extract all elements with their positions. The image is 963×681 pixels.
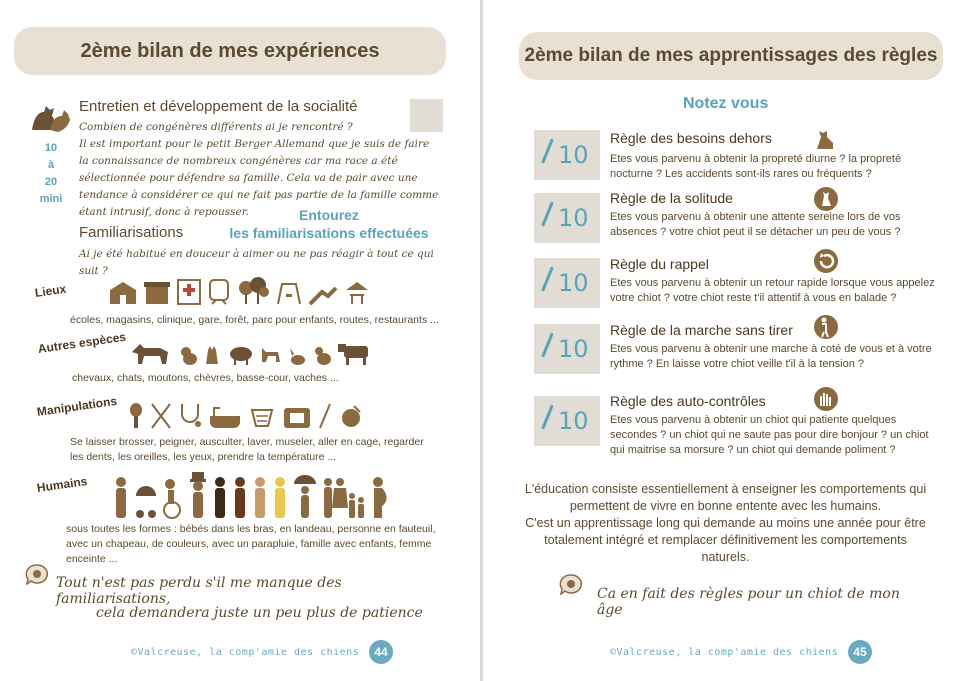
cow-icon[interactable] xyxy=(338,340,372,366)
shop-icon[interactable] xyxy=(144,278,170,306)
right-page xyxy=(483,0,963,681)
person-baby-icon[interactable] xyxy=(112,476,130,520)
sheep-icon[interactable] xyxy=(228,344,254,366)
score-box-solitude[interactable]: 10 xyxy=(534,193,600,243)
muzzle-icon[interactable] xyxy=(248,406,276,430)
person-tan-icon[interactable] xyxy=(252,476,268,520)
left-quote-line2: cela demandera juste un peu plus de patience xyxy=(96,605,423,621)
rule-desc-solitude: Etes vous parvenu à obtenir une attente sereine lors de vos absences ? votre chiot peut il se détacher un peu de vous ? xyxy=(610,211,901,238)
right-footer: ©Valcreuse, la comp'amie des chiens xyxy=(610,647,839,658)
rule-desc-besoins: Etes vous parvenu à obtenir la propreté diurne ? la propreté nocturne ? Les accidents sont-ils rares ou fréquents ? xyxy=(610,153,902,180)
rule-title-rappel: Règle du rappel xyxy=(610,256,709,272)
rule-title-auto-controles: Règle des auto-contrôles xyxy=(610,393,766,409)
rule-desc-auto-controles: Etes vous parvenu à obtenir un chiot qui patiente quelques secondes ? un chiot qui ne saute pas pour dire bonjour ? un chiot qui maitrise sa morsure ? un chiot qui demande poliment ? xyxy=(610,414,929,456)
thermometer-icon[interactable] xyxy=(318,402,332,430)
return-arrow-icon xyxy=(813,248,839,274)
train-icon[interactable] xyxy=(208,278,230,306)
school-icon[interactable] xyxy=(108,278,138,306)
playground-icon[interactable] xyxy=(276,280,302,306)
bathtub-icon[interactable] xyxy=(208,404,242,430)
dog-alone-icon xyxy=(813,186,839,212)
socialite-question: Combien de congénères différents ai je rencontré ? xyxy=(79,121,353,133)
speech-bubble-dog-icon-right xyxy=(559,573,583,595)
pregnant-woman-icon[interactable] xyxy=(370,476,388,520)
right-quote: Ca en fait des règles pour un chiot de mon âge xyxy=(597,586,900,618)
page-number-left: 44 xyxy=(369,640,393,664)
rule-desc-rappel: Etes vous parvenu à obtenir un retour rapide lorsque vous appelez votre chiot ? votre chiot reste t'il attentif à vous en balade ? xyxy=(610,277,935,304)
person-umbrella-icon[interactable] xyxy=(292,474,318,520)
clinic-icon[interactable] xyxy=(176,276,202,306)
person-brown-icon[interactable] xyxy=(232,476,248,520)
category-label-lieux: Lieux xyxy=(34,281,68,300)
manipulations-icons[interactable] xyxy=(128,402,364,430)
rule-desc-marche: Etes vous parvenu à obtenir une marche à coté de vous et à votre rythme ? En laisse votre chiot veille t'il à la tension ? xyxy=(610,343,932,370)
left-page xyxy=(0,0,480,681)
score-box-marche[interactable]: 10 xyxy=(534,324,600,374)
category-label-autres-especes: Autres espèces xyxy=(37,329,127,356)
walking-person-icon xyxy=(813,314,839,340)
category-label-humains: Humains xyxy=(36,474,89,495)
duration-label: 10 à 20 mini xyxy=(39,142,63,205)
stethoscope-icon[interactable] xyxy=(178,402,202,430)
road-icon[interactable] xyxy=(308,282,338,306)
person-yellow-icon[interactable] xyxy=(272,476,288,520)
humains-text: sous toutes les formes : bébés dans les bras, en landeau, personne en fauteuil, avec un chapeau, de couleurs, avec un parapluie, famille avec enfants, femme enceinte ... xyxy=(66,523,436,565)
horse-icon[interactable] xyxy=(130,340,172,366)
stroller-icon[interactable] xyxy=(134,476,156,520)
dogs-illustration-icon xyxy=(28,100,72,134)
goat-icon[interactable] xyxy=(260,344,282,366)
wheelchair-icon[interactable] xyxy=(160,476,184,520)
cat-icon[interactable] xyxy=(204,344,222,366)
socialite-title: Entretien et développement de la socialité xyxy=(79,98,358,115)
cage-icon[interactable] xyxy=(282,404,312,430)
lieux-text: écoles, magasins, clinique, gare, forêt, parc pour enfants, routes, restaurants ... xyxy=(70,314,439,326)
brush-icon[interactable] xyxy=(128,402,144,430)
rule-title-marche: Règle de la marche sans tirer xyxy=(610,322,793,338)
left-footer: ©Valcreuse, la comp'amie des chiens xyxy=(131,647,360,658)
rule-title-besoins: Règle des besoins dehors xyxy=(610,130,772,146)
familiarisations-callout: Entourez les familiarisations effectuées xyxy=(229,207,429,241)
scissors-comb-icon[interactable] xyxy=(150,402,172,430)
autres-especes-text: chevaux, chats, moutons, chèvres, basse-cour, vaches ... xyxy=(72,372,339,384)
manipulations-text: Se laisser brosser, peigner, ausculter, laver, museler, aller en cage, regarder les dents, les oreilles, les yeux, prendre la température ... xyxy=(70,436,424,463)
speech-bubble-dog-icon xyxy=(25,563,49,585)
familiarisations-question: Ai je été habitué en douceur à aimer ou ne pas réagir à tout ce qui suit ? xyxy=(79,248,434,277)
right-banner-title: 2ème bilan de mes apprentissages des règles xyxy=(519,32,943,80)
page-number-right: 45 xyxy=(848,640,872,664)
rabbit-icon[interactable] xyxy=(288,346,306,366)
notez-vous-subtitle: Notez vous xyxy=(683,95,769,112)
hand-stop-icon xyxy=(813,386,839,412)
ear-care-icon[interactable] xyxy=(338,404,364,430)
rooster-icon[interactable] xyxy=(312,344,332,366)
familiarisations-title: Familiarisations xyxy=(79,224,184,241)
humans-icons[interactable] xyxy=(112,472,388,520)
count-box[interactable] xyxy=(410,99,443,132)
lieux-icons[interactable] xyxy=(108,276,370,306)
animals-icons[interactable] xyxy=(130,340,372,366)
person-dark-icon[interactable] xyxy=(212,476,228,520)
socialite-text: Il est important pour le petit Berger Allemand que je suis de faire la connaissance de nombreux congénères car ma race a été sélectionnée pour défendre sa famille. Cela va de pair avec une tendance à considérer ce qui ne fait pas partie de la famille comme étant intrusif, donc à repousser. xyxy=(79,138,439,218)
person-hat-icon[interactable] xyxy=(188,472,208,520)
score-box-besoins[interactable]: 10 xyxy=(534,130,600,180)
score-box-rappel[interactable]: 10 xyxy=(534,258,600,308)
score-box-auto-controles[interactable]: 10 xyxy=(534,396,600,446)
restaurant-icon[interactable] xyxy=(344,280,370,306)
left-quote-line1: Tout n'est pas perdu s'il me manque des familiarisations, xyxy=(56,575,342,607)
dog-sitting-icon xyxy=(813,127,837,151)
rule-title-solitude: Règle de la solitude xyxy=(610,190,733,206)
family-icon[interactable] xyxy=(322,476,366,520)
forest-icon[interactable] xyxy=(236,276,270,306)
chicken-icon[interactable] xyxy=(178,344,198,366)
left-banner-title: 2ème bilan de mes expériences xyxy=(14,27,446,75)
category-label-manipulations: Manipulations xyxy=(36,393,118,419)
conclusion-text: L'éducation consiste essentiellement à enseigner les comportements qui permettent de vivre en bonne entente avec les humains. C'est un apprentissage long qui demande au moins une année pour être totalement intégré et remplacer définitivement les comportements naturels. xyxy=(524,482,927,564)
